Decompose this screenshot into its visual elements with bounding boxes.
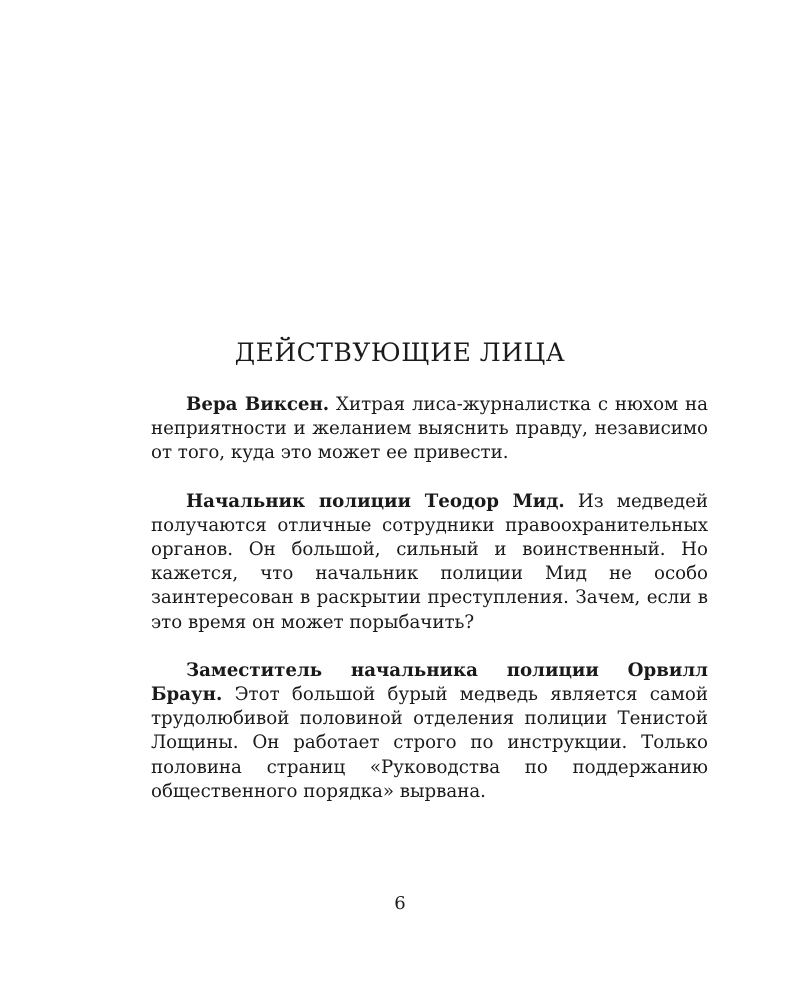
character-description: Из медведей получаются отличные сотрудники правоохранительных органов. Он большой, сильный и воинственный. Но кажется, что начальник полиции Мид не особо заинтересован в раскрытии преступления. Зачем, если в это время он может порыбачить? [151,490,708,633]
character-list [151,393,708,828]
character-entry-brown [151,659,708,804]
page-number: 6 [394,893,406,914]
character-entry-vera [151,393,708,466]
character-entry-mead [151,490,708,635]
chapter-title: ДЕЙСТВУЮЩИЕ ЛИЦА [234,338,566,367]
character-name: Вера Виксен. [186,394,330,415]
character-name: Начальник полиции Теодор Мид. [186,490,565,512]
character-description: Хитрая лиса-журналистка с нюхом на неприятности и желанием выяснить правду, независимо от того, куда это может ее привести. [151,394,708,464]
character-name: Заместитель начальника полиции Орвилл Браун. [151,659,708,706]
character-description: Этот большой бурый медведь является самой трудолюбивой половиной отделения полиции Тенистой Лощины. Он работает строго по инструкции. Только половина страниц «Руководства по поддержанию общественного порядка» вырвана. [151,684,708,802]
